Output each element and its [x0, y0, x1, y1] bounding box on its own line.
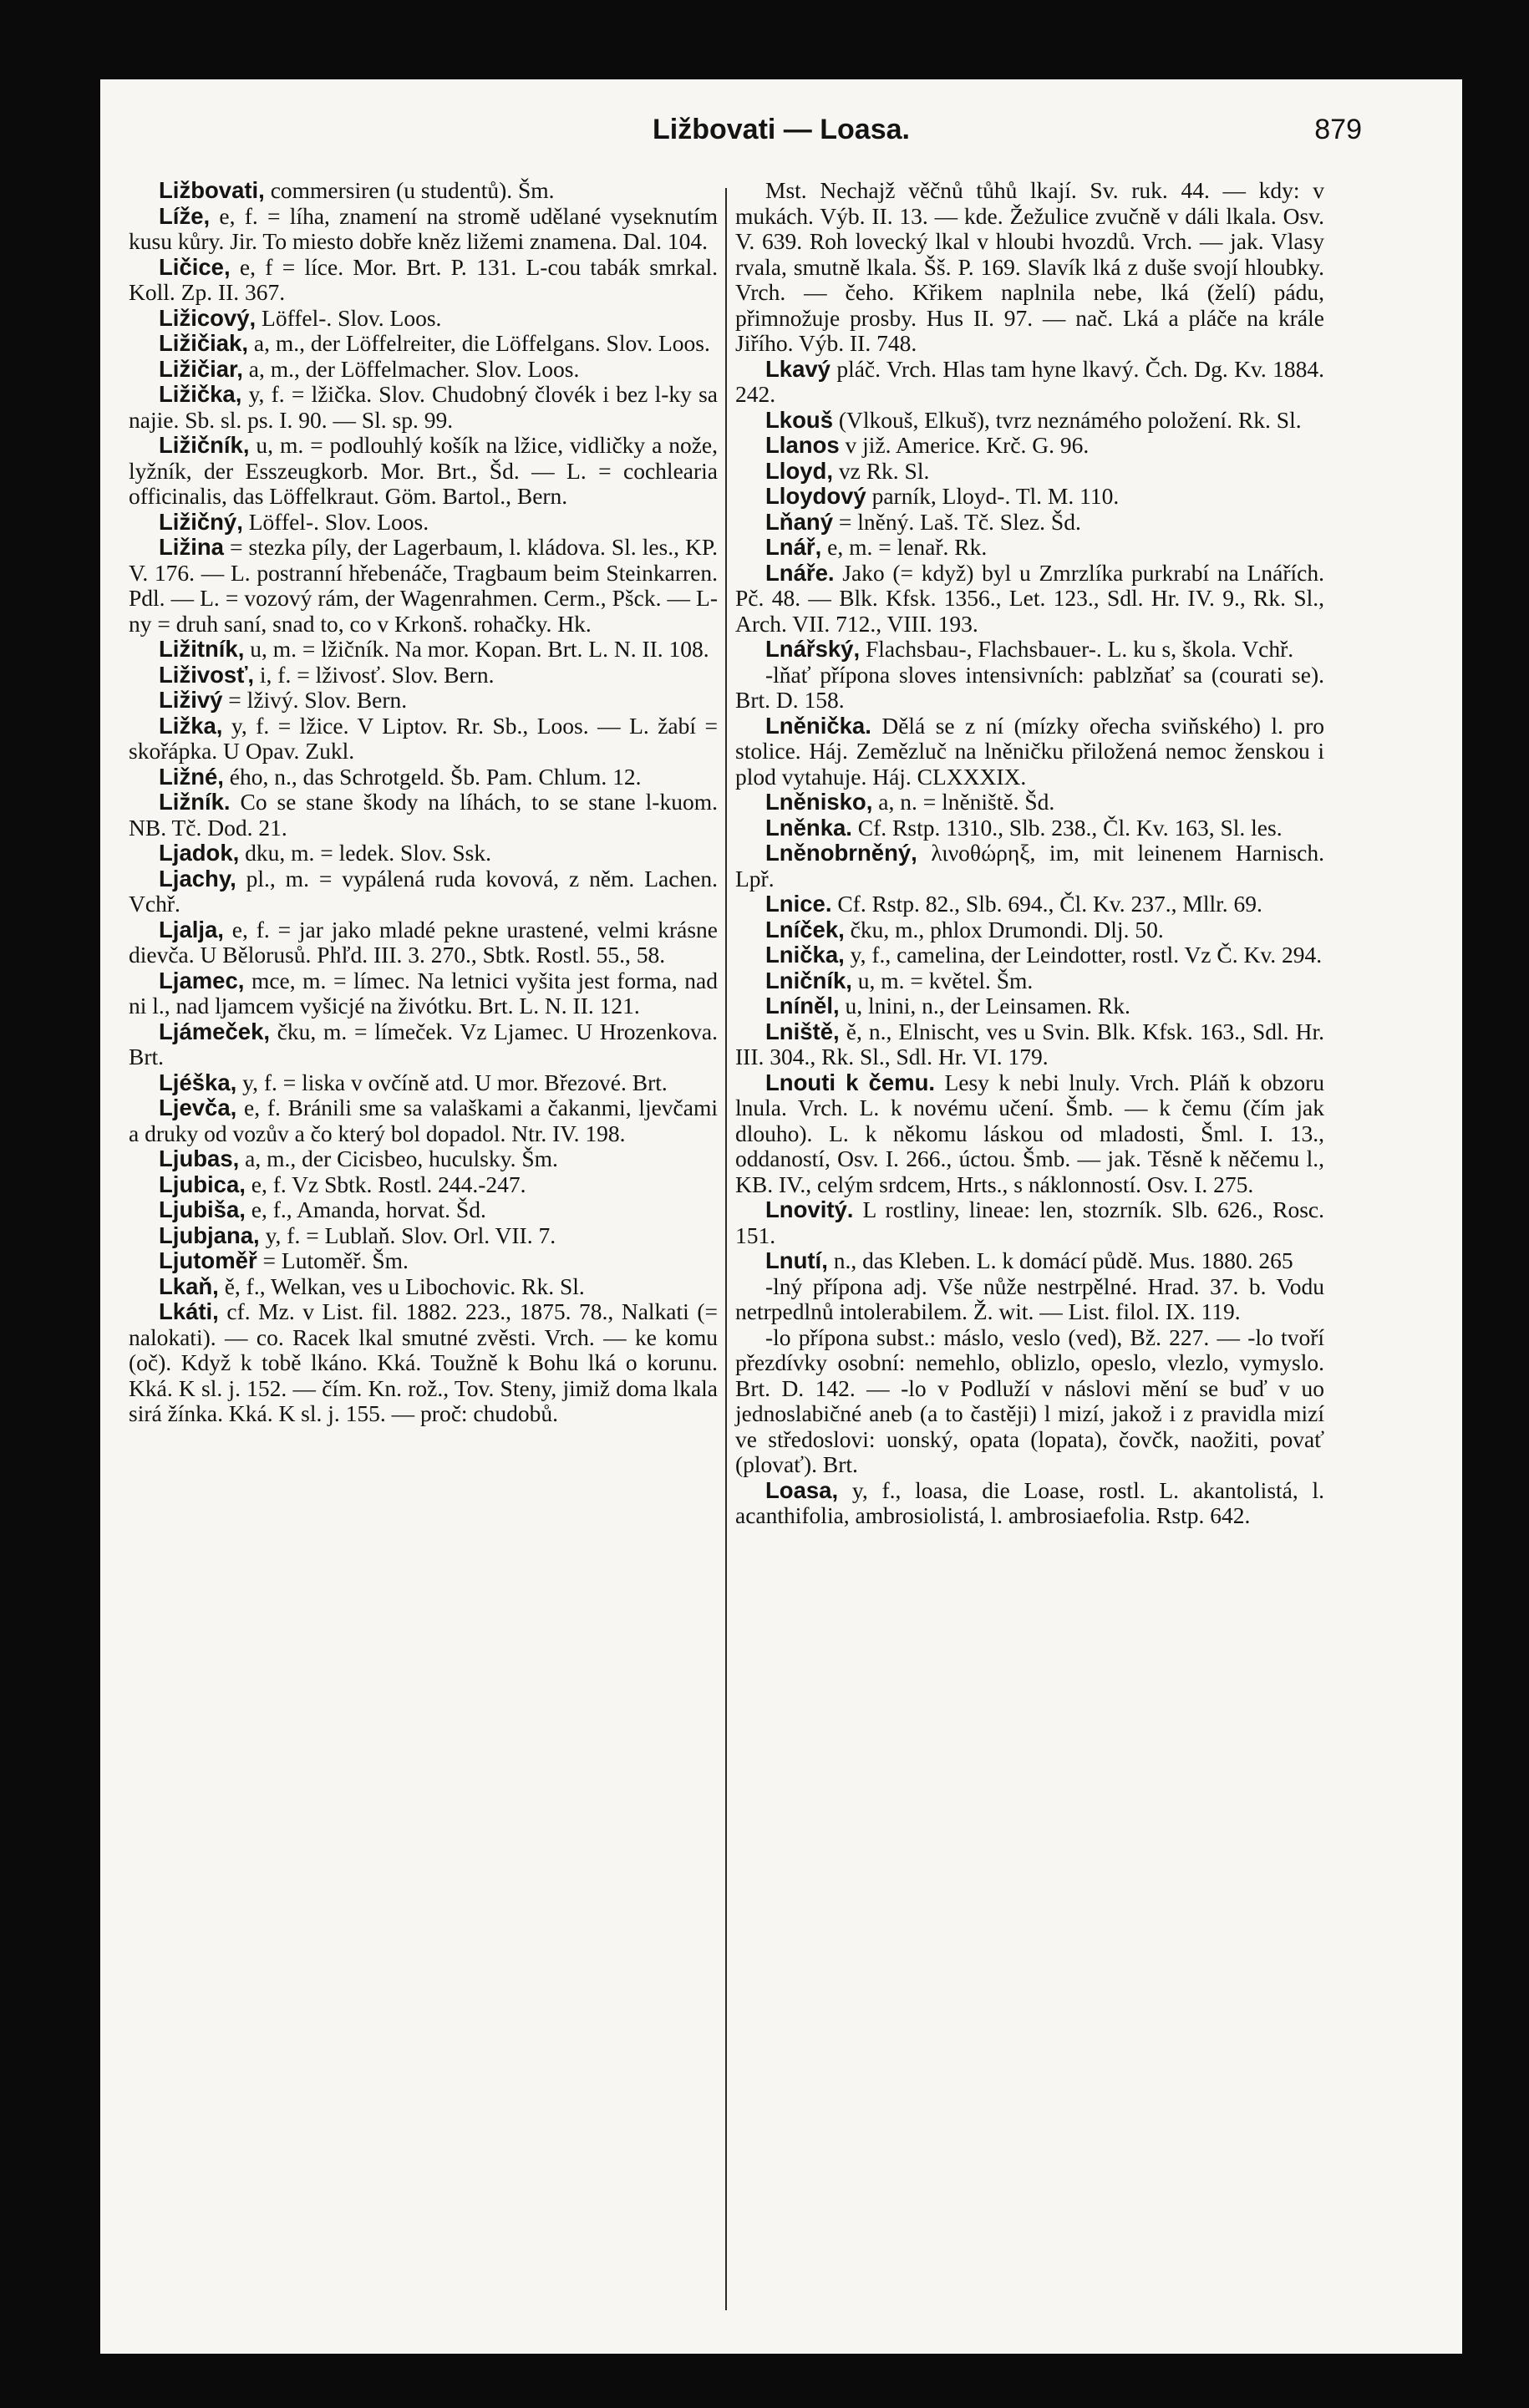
entry-headword: Ližné, [159, 763, 224, 790]
entry-headword: Lnička, [765, 942, 845, 968]
entry-text: pl., m. = vypálená ruda kovová, z něm. Lachen. Vchř. [129, 865, 718, 917]
dictionary-entry [735, 408, 1324, 434]
dictionary-entry [129, 1197, 718, 1223]
dictionary-entry [129, 331, 718, 357]
dictionary-entry [129, 204, 718, 255]
running-head: Ližbovati — Loasa. [653, 114, 910, 145]
dictionary-entry [129, 306, 718, 332]
dictionary-entry [129, 866, 718, 917]
entry-text: cf. Mz. v List. fil. 1882. 223., 1875. 78., Nalkati (= nalokati). — co. Racek lkal smutné zvěsti. Vrch. — ke komu (oč). Když k tobě lkáno. Kká. Toužně k Bohu lká o korunu. Kká. K sl. j. 152. — čím. Kn. rož., Tov. Steny, jimiž doma lkala sirá žínka. Kká. K sl. j. 155. — proč: chudobů. [129, 1298, 718, 1426]
entry-text: n., das Kleben. L. k domácí půdě. Mus. 1880. 265 [827, 1247, 1293, 1273]
dictionary-entry [735, 892, 1324, 917]
dictionary-entry [129, 968, 718, 1019]
entry-headword: Ljubjana, [159, 1222, 260, 1248]
entry-headword: Lněnisko, [765, 789, 873, 815]
dictionary-entry [735, 841, 1324, 892]
dictionary-entry [735, 357, 1324, 408]
entry-headword: Lkáti, [159, 1298, 219, 1324]
dictionary-entry [129, 1172, 718, 1198]
entry-headword: Lněnička. [765, 712, 871, 739]
entry-headword: Lnáře. [765, 559, 835, 586]
entry-headword: Lnovitý. [765, 1196, 854, 1222]
entry-headword: Liživý [159, 687, 223, 713]
entry-text: e, f. = líha, znamení na stromě udělané vyseknutím kusu kůry. Jir. To miesto dobře kněz ližemi znamena. Dal. 104. [129, 202, 718, 254]
entry-text: = lněný. Laš. Tč. Slez. Šd. [832, 508, 1081, 535]
entry-headword: Lkouš [765, 406, 833, 433]
dictionary-entry [129, 255, 718, 306]
entry-text: e, f = líce. Mor. Brt. P. 131. L-cou tabák smrkal. Koll. Zp. II. 367. [129, 253, 718, 305]
entry-text: = lživý. Slov. Bern. [222, 687, 408, 713]
entry-headword: Lničník, [765, 967, 852, 993]
entry-text: dku, m. = ledek. Slov. Ssk. [239, 840, 491, 866]
entry-headword: Ljalja, [159, 916, 224, 942]
entry-headword: Ljubica, [159, 1171, 246, 1197]
dictionary-entry [735, 714, 1324, 790]
entry-text: a, m., der Löffelmacher. Slov. Loos. [242, 355, 580, 382]
entry-text: e, f. Vz Sbtk. Rostl. 244.-247. [245, 1171, 526, 1197]
entry-text: = stezka píly, der Lagerbaum, l. kládova. Sl. les., KP. V. 176. — L. postranní hřebenáče, Tragbaum beim Steinkarren. Pdl. — L. = vozový rám, der Wagenrahmen. Cerm., Pšck. — L-ny = druh saní, snad to, co v Krkonš. rohačky. Hk. [129, 534, 718, 637]
entry-headword: Lníček, [765, 916, 845, 942]
dictionary-entry [735, 637, 1324, 663]
entry-text: Löffel-. Slov. Loos. [242, 508, 429, 535]
entry-text: a, m., der Cicisbeo, huculsky. Šm. [239, 1146, 558, 1171]
dictionary-entry [735, 510, 1324, 536]
dictionary-entry [735, 993, 1324, 1019]
entry-text: -lo přípona subst.: máslo, veslo (ved), Bž. 227. — -lo tvoří přezdívky osobní: nemehlo, oblizlo, opeslo, vlezlo, vymyslo. Brt. D. 142. — -lo v Podluží v náslovi mění se buď v uo jednoslabičné aneb (a to častěji) l mizí, jakož i z pravidla mizí ve středoslovi: uonský, opata (lopata), čovčk, naožiti, povať (plovať). Brt. [735, 1323, 1324, 1477]
dictionary-entry [735, 1274, 1324, 1325]
entry-text: u, lnini, n., der Leinsamen. Rk. [839, 993, 1130, 1019]
entry-text: Cf. Rstp. 82., Slb. 694., Čl. Kv. 237., Mllr. 69. [831, 891, 1262, 917]
dictionary-entry [735, 459, 1324, 485]
entry-text: a, m., der Löffelreiter, die Löffelgans. Slov. Loos. [248, 330, 710, 356]
entry-text: ě, n., Elnischt, ves u Svin. Blk. Kfsk. 163., Sdl. Hr. III. 304., Rk. Sl., Sdl. Hr. VI. 179. [735, 1018, 1324, 1069]
entry-text: čku, m., phlox Drumondi. Dlj. 50. [844, 916, 1164, 942]
entry-text: y, f. = lžička. Slov. Chudobný človék i bez l-ky sa najie. Sb. sl. ps. I. 90. — Sl. sp. 99. [129, 381, 718, 433]
entry-text: y, f. = liska v ovčíně atd. U mor. Březové. Brt. [236, 1069, 668, 1095]
dictionary-entry [129, 1299, 718, 1427]
entry-headword: Lloyd, [765, 457, 833, 484]
entry-text: Lesy k nebi lnuly. Vrch. Pláň k obzoru lnula. Vrch. L. k novému učení. Šmb. — k čemu (čím jak dlouho). L. k někomu láskou od mladosti, Šml. I. 13., oddaností, Osv. I. 266., úctou. Šmb. — jak. Těsně k něčemu l., KB. IV., celým srdcem, Hrts., s náklonností. Osv. I. 275. [735, 1069, 1324, 1197]
entry-headword: Ljéška, [159, 1069, 237, 1095]
entry-headword: Ližičiak, [159, 330, 248, 356]
entry-headword: Ližina [159, 534, 224, 560]
entry-text: y, f. = Lublaň. Slov. Orl. VII. 7. [259, 1222, 556, 1248]
dictionary-entry [735, 484, 1324, 510]
entry-headword: Ljevča, [159, 1095, 237, 1120]
entry-text: Cf. Rstp. 1310., Slb. 238., Čl. Kv. 163, Sl. les. [851, 814, 1283, 841]
entry-text: y, f., loasa, die Loase, rostl. L. akantolistá, l. acanthifolia, ambrosiolistá, l. ambrosiaefolia. Rstp. 642. [735, 1476, 1324, 1528]
entry-text: λινοθώρηξ, im, mit leinenem Harnisch. Lpř. [735, 840, 1324, 892]
dictionary-entry [129, 637, 718, 663]
entry-headword: Lniště, [765, 1018, 840, 1044]
dictionary-entry [129, 382, 718, 433]
entry-headword: Ližičný, [159, 508, 243, 535]
dictionary-entry [735, 917, 1324, 943]
dictionary-entry [129, 1070, 718, 1096]
entry-headword: Lloydový [765, 483, 866, 509]
dictionary-entry [129, 765, 718, 790]
dictionary-entry [735, 1070, 1324, 1198]
entry-headword: Ližitník, [159, 636, 245, 662]
entry-headword: Lňaný [765, 508, 833, 535]
dictionary-entry [735, 1325, 1324, 1478]
entry-text: ého, n., das Schrotgeld. Šb. Pam. Chlum. 12. [223, 763, 642, 790]
entry-text: i, f. = lživosť. Slov. Bern. [254, 661, 495, 688]
entry-headword: Ližník. [159, 789, 231, 815]
dictionary-entry [735, 1019, 1324, 1070]
entry-text: Löffel-. Slov. Loos. [256, 304, 442, 331]
entry-headword: Ljubiša, [159, 1196, 246, 1222]
dictionary-entry [129, 663, 718, 688]
entry-headword: Lnice. [765, 891, 832, 917]
entry-text: a, n. = lněniště. Šd. [872, 789, 1055, 815]
entry-headword: Ljámeček, [159, 1018, 271, 1044]
entry-headword: Lnutí, [765, 1247, 828, 1273]
dictionary-entry [735, 790, 1324, 815]
entry-text: commersiren (u studentů). Šm. [264, 177, 555, 203]
entry-headword: Lkaň, [159, 1273, 219, 1299]
entry-text: u, m. = podlouhlý košík na lžice, vidličky a nože, lyžník, der Esszeugkorb. Mor. Brt., Šd. — L. = cochlearia officinalis, das Löffelkraut. Göm. Bartol., Bern. [129, 432, 718, 509]
dictionary-entry [129, 1248, 718, 1274]
dictionary-entry [129, 790, 718, 841]
dictionary-entry [129, 917, 718, 968]
dictionary-entry [735, 561, 1324, 638]
entry-headword: Loasa, [765, 1476, 839, 1503]
entry-text: v již. Americe. Krč. G. 96. [839, 432, 1090, 458]
entry-text: pláč. Vrch. Hlas tam hyne lkavý. Čch. Dg. Kv. 1884. 242. [735, 355, 1324, 407]
page-header [100, 104, 1462, 155]
dictionary-entry [735, 815, 1324, 841]
entry-text: Flachsbau-, Flachsbauer-. L. ku s, škola. Vchř. [860, 636, 1294, 662]
dictionary-entry [735, 968, 1324, 994]
entry-text: L rostliny, lineae: len, stozrník. Slb. 626., Rosc. 151. [735, 1196, 1324, 1248]
entry-text: e, m. = lenař. Rk. [821, 534, 988, 560]
entry-text: Co se stane škody na líhách, to se stane l-kuom. NB. Tč. Dod. 21. [129, 789, 718, 841]
entry-headword: Lněnobrněný, [765, 840, 917, 866]
dictionary-entry [129, 688, 718, 714]
entry-headword: Líže, [159, 202, 211, 229]
dictionary-entry [129, 1274, 718, 1300]
entry-headword: Ljachy, [159, 865, 236, 892]
entry-text: Dělá se z ní (mízky ořecha sviňského) l. pro stolice. Háj. Zemězluč na lněničku přiložená nemoc ženskou i plod vytahuje. Háj. CLXXXIX. [735, 712, 1324, 790]
entry-text: čku, m. = límeček. Vz Ljamec. U Hrozenkova. Brt. [129, 1018, 718, 1069]
entry-headword: Ljutoměř [159, 1247, 257, 1273]
entry-headword: Lnouti k čemu. [765, 1069, 936, 1095]
entry-headword: Ližka, [159, 712, 223, 739]
dictionary-entry [735, 942, 1324, 968]
entry-headword: Ljadok, [159, 840, 240, 866]
entry-text: e, f., Amanda, horvat. Šd. [245, 1196, 486, 1222]
dictionary-entry [129, 1019, 718, 1070]
right-column [735, 178, 1324, 1529]
entry-text: vz Rk. Sl. [832, 457, 930, 484]
dictionary-entry [735, 178, 1324, 357]
dictionary-entry [129, 535, 718, 637]
entry-headword: Ližbovati, [159, 177, 265, 203]
left-column [129, 178, 718, 1427]
entry-headword: Lnář, [765, 534, 822, 560]
dictionary-entry [129, 510, 718, 536]
entry-headword: Ližičník, [159, 432, 250, 458]
entry-headword: Lkavý [765, 355, 831, 382]
dictionary-entry [735, 1478, 1324, 1529]
entry-headword: Ljamec, [159, 967, 245, 993]
entry-text: y, f. = lžice. V Liptov. Rr. Sb., Loos. — L. žabí = skořápka. U Opav. Zukl. [129, 712, 718, 764]
dictionary-entry [735, 663, 1324, 714]
entry-text: mce, m. = límec. Na letnici vyšita jest forma, nad ni l., nad ljamcem vyšicjé na živótku. Brt. L. N. II. 121. [129, 967, 718, 1019]
entry-text: = Lutoměř. Šm. [257, 1247, 409, 1273]
entry-text: -lňať přípona sloves intensivních: pablzňať sa (courati se). Brt. D. 158. [735, 661, 1324, 713]
dictionary-entry [129, 714, 718, 765]
entry-headword: Ličice, [159, 253, 231, 280]
dictionary-entry [129, 357, 718, 383]
entry-headword: Ližicový, [159, 304, 257, 331]
entry-text: Jako (= když) byl u Zmrzlíka purkrabí na Lnářích. Pč. 48. — Blk. Kfsk. 1356., Let. 123., Sdl. Hr. IV. 9., Rk. Sl., Arch. VII. 712., VIII. 193. [735, 559, 1324, 637]
dictionary-entry [735, 1197, 1324, 1248]
dictionary-entry [735, 1248, 1324, 1274]
entry-text: u, m. = květel. Šm. [851, 967, 1034, 993]
entry-text: e, f. Bránili sme sa valaškami a čakanmi, ljevčami a druky od vozův a čo který bol dopadol. Ntr. IV. 198. [129, 1095, 718, 1146]
entry-headword: Ližičiar, [159, 355, 243, 382]
dictionary-entry [129, 433, 718, 510]
dictionary-entry [129, 841, 718, 866]
entry-text: y, f., camelina, der Leindotter, rostl. Vz Č. Kv. 294. [844, 942, 1323, 968]
entry-headword: Ljubas, [159, 1146, 240, 1171]
entry-headword: Lnářský, [765, 636, 861, 662]
entry-text: u, m. = lžičník. Na mor. Kopan. Brt. L. N. II. 108. [244, 636, 709, 662]
entry-text: ě, f., Welkan, ves u Libochovic. Rk. Sl. [218, 1273, 585, 1299]
dictionary-entry [129, 1095, 718, 1146]
entry-text: e, f. = jar jako mladé pekne urastené, velmi krásne dievča. U Bělorusů. Phľd. III. 3. 270., Sbtk. Rostl. 55., 58. [129, 916, 718, 968]
entry-text: (Vlkouš, Elkuš), tvrz neznámého položení. Rk. Sl. [832, 406, 1302, 433]
column-divider [725, 188, 727, 2310]
entry-headword: Llanos [765, 432, 840, 458]
entry-text: Mst. Nechajž věčnů tůhů lkají. Sv. ruk. 44. — kdy: v mukách. Výb. II. 13. — kde. Žežulice zvučně v dáli lkala. Osv. V. 639. Roh lovecký lkal v hloubi hvozdů. Vrch. — jak. Vlasy rvala, smutně lkala. Šš. P. 169. Slavík lká z duše svojí hloubky. Vrch. — čeho. Křikem naplnila nebe, lká (želí) pádu, přimnožuje prosby. Hus II. 97. — nač. Lká a pláče na krále Jiřího. Výb. II. 748. [735, 177, 1324, 356]
page-number: 879 [1314, 114, 1362, 145]
entry-headword: Lněnka. [765, 814, 852, 841]
dictionary-entry [735, 535, 1324, 561]
dictionary-entry [129, 178, 718, 204]
entry-headword: Ližička, [159, 381, 242, 407]
entry-text: -lný přípona adj. Vše nůže nestrpělné. Hrad. 37. b. Vodu netrpedlnů intolerabilem. Ž. wit. — List. filol. IX. 119. [735, 1273, 1324, 1324]
dictionary-entry [735, 433, 1324, 459]
dictionary-entry [129, 1146, 718, 1172]
entry-text: parník, Lloyd-. Tl. M. 110. [866, 483, 1120, 509]
entry-headword: Lníněl, [765, 993, 840, 1019]
dictionary-page [100, 79, 1462, 2354]
dictionary-entry [129, 1223, 718, 1249]
entry-headword: Liživosť, [159, 661, 255, 688]
